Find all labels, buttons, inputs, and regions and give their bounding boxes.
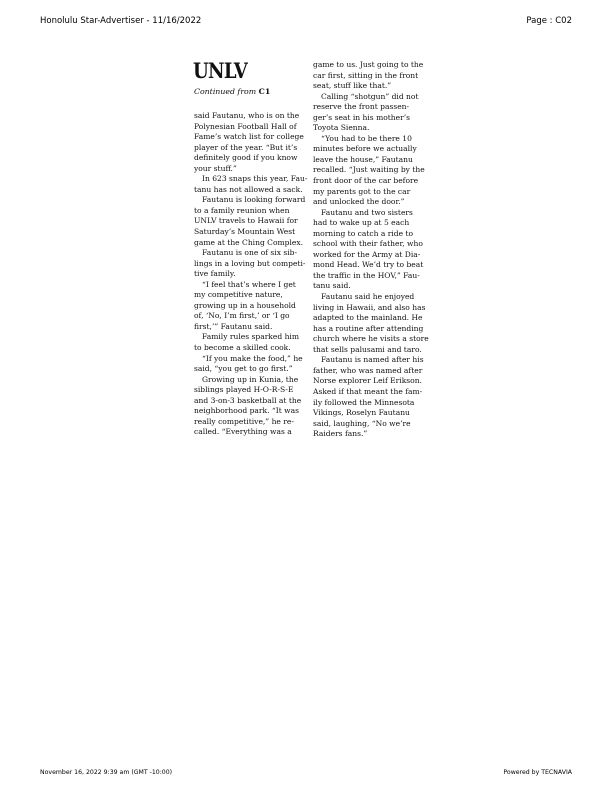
article-line: worked for the Army at Dia- [313, 249, 421, 259]
article-line: Asked if that meant the fam- [313, 386, 423, 396]
page-number: Page : C02 [526, 16, 572, 26]
continued-page: C1 [258, 87, 271, 96]
article-line: your stuff.” [194, 163, 237, 173]
article-line: Norse explorer Leif Erikson. [313, 376, 422, 386]
article-line: church where he visits a store [313, 334, 429, 344]
article-line: and unlocked the door.” [313, 197, 405, 207]
article-line: Fautanu is named after his [321, 355, 424, 365]
article-line: said Fautanu, who is on the [194, 111, 300, 120]
article-line: had to wake up at 5 each [313, 218, 410, 228]
article-line: to become a skilled cook. [194, 343, 291, 353]
print-timestamp: November 16, 2022 9:39 am (GMT -10:00) [40, 769, 173, 776]
article-line: called. “Everything was a [194, 427, 292, 437]
article-line: father, who was named after [313, 365, 423, 375]
article-line: Fame’s watch list for college [194, 132, 304, 142]
article-column-2 [313, 60, 429, 440]
article-line: leave the house,” Fautanu [313, 154, 413, 164]
article-line: Polynesian Football Hall of [194, 121, 297, 131]
article-line: to a family reunion when [194, 205, 290, 215]
continued-from [194, 87, 270, 97]
article-line: seat, stuff like that.” [313, 81, 392, 91]
article-line: tanu said. [313, 281, 351, 291]
article-line: Calling “shotgun” did not [321, 91, 419, 101]
article-line: siblings played H-O-R-S-E [194, 385, 294, 395]
article-line: Fautanu is looking forward [202, 195, 306, 205]
article-line: tive family. [194, 269, 236, 279]
article-line: reserve the front passen- [313, 102, 410, 112]
publication-header: Honolulu Star-Advertiser - 11/16/2022 [40, 16, 202, 26]
article-line: front door of the car before [313, 176, 419, 186]
article-line: Fautanu and two sisters [321, 207, 413, 217]
article-column-1 [194, 111, 306, 438]
article-line: the traffic in the HOV,” Fau- [313, 270, 420, 280]
article-line: ger’s seat in his mother’s [313, 112, 411, 122]
article-line: said, “you get to go first.” [194, 364, 293, 374]
article-line: my competitive nature, [194, 290, 283, 300]
article-line: has a routine after attending [313, 323, 424, 333]
article-line: In 623 snaps this year, Fau- [202, 174, 308, 184]
article-line: Growing up in Kunia, the [202, 374, 299, 384]
article-line: “You had to be there 10 [321, 133, 412, 143]
article-line: minutes before we actually [313, 144, 417, 154]
article-line: Raiders fans.” [313, 429, 368, 439]
article-line: growing up in a household [194, 300, 296, 310]
article-line: morning to catch a ride to [313, 228, 414, 238]
article-line: really competitive,” he re- [194, 416, 294, 426]
article-headline: UNLV [193, 58, 248, 83]
article-line: mond Head. We’d try to beat [313, 260, 424, 270]
article-line: player of the year. “But it’s [194, 142, 298, 152]
article-line: school with their father, who [313, 239, 423, 249]
article-line: Vikings, Roselyn Fautanu [313, 408, 410, 418]
article-line: tanu has not allowed a sack. [194, 184, 303, 194]
article-line: my parents got to the car [313, 186, 411, 196]
article-line: adapted to the mainland. He [313, 313, 423, 323]
article-line: said, laughing, “No we’re [313, 418, 411, 428]
article-line: living in Hawaii, and also has [313, 302, 426, 312]
article-line: game at the Ching Complex. [194, 237, 304, 247]
article-line: Toyota Sienna. [313, 123, 370, 133]
article-line: game to us. Just going to the [313, 60, 424, 69]
powered-by: Powered by TECNAVIA [503, 769, 572, 776]
article-line: that sells palusami and taro. [313, 344, 422, 354]
article-line: ily followed the Minnesota [313, 397, 415, 407]
article-line: Saturday’s Mountain West [194, 227, 296, 237]
article-line: “I feel that’s where I get [202, 279, 296, 289]
continued-label: Continued from [194, 87, 257, 96]
article-line: first,’” Fautanu said. [194, 321, 273, 331]
article-line: car first, sitting in the front [313, 70, 419, 80]
article-line: UNLV travels to Hawaii for [194, 216, 298, 226]
article-line: lings in a loving but competi- [194, 258, 306, 268]
article-line: and 3-on-3 basketball at the [194, 395, 302, 405]
article-line: recalled. “Just waiting by the [313, 165, 425, 175]
article-line: “If you make the food,” he [202, 353, 303, 363]
article-line: Fautanu is one of six sib- [202, 248, 298, 258]
article-line: Fautanu said he enjoyed [321, 292, 415, 302]
article-line: Family rules sparked him [202, 332, 300, 342]
article-line: neighborhood park. “It was [194, 406, 300, 416]
article-line: definitely good if you know [194, 153, 298, 163]
article-line: of, ‘No, I’m first,’ or ‘I go [194, 311, 290, 321]
